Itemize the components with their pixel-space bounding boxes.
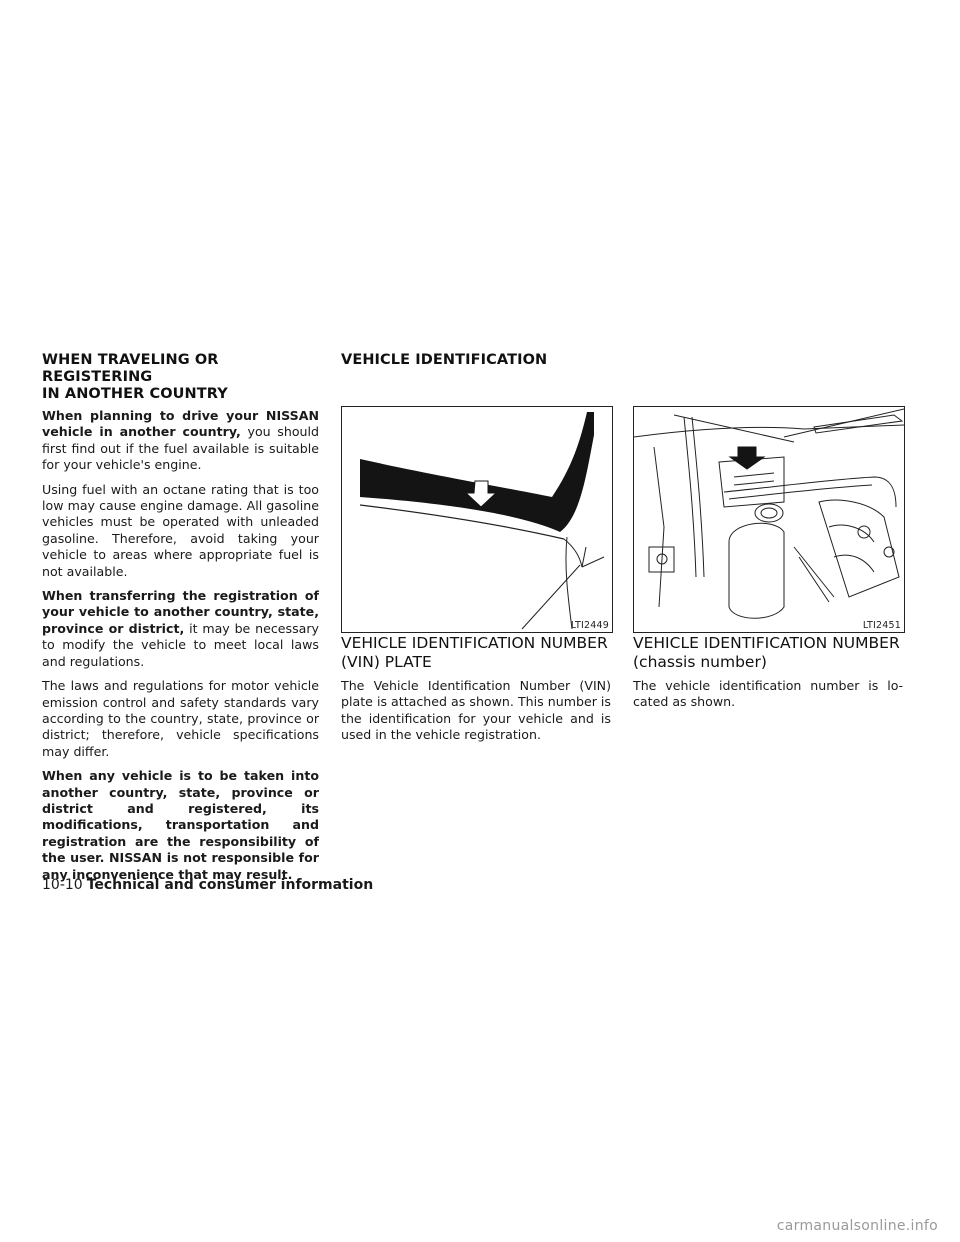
engine-bay-illustration: [634, 407, 904, 632]
paragraph-chassis-number: The vehicle identification number is located as shown.: [633, 678, 903, 710]
paragraph-octane: Using fuel with an octane rating that is too low may cause engine damage. All gasoline vehicles must be operated with unleaded gasoline. Therefore, avoid taking your vehicle to areas where appropriate fuel is not available.: [42, 481, 319, 579]
figure-chassis-number: [633, 406, 905, 633]
heading-line-1: WHEN TRAVELING OR REGISTERING: [42, 352, 219, 385]
heading-line-2: IN ANOTHER COUNTRY: [42, 386, 228, 402]
left-column-body: [42, 408, 319, 891]
figure-id-label: LTI2451: [862, 620, 901, 631]
figure-vin-plate: [341, 406, 613, 633]
paragraph-registration-transfer-text: it may be necessary to modify the vehicle to meet local laws and regulations.: [42, 620, 319, 669]
paragraph-responsibility-bold: When any vehicle is to be taken into another country, state, province or district and registered, its modifications, transportation and registration are the responsibility of the user. NISSAN is not responsible for any inconvenience that may result.: [42, 768, 319, 882]
subheading-vin-plate: [341, 634, 616, 672]
paragraph-fuel-check-text: you should first find out if the fuel available is suitable for your vehicle's engine.: [42, 424, 319, 473]
paragraph-registration-transfer-bold: When transferring the registration of your vehicle to another country, state, province or district,: [42, 588, 319, 636]
subheading-vin-plate-line2: (VIN) PLATE: [341, 653, 432, 671]
paragraph-regulations: The laws and regulations for motor vehicle emission control and safety standards vary according to the country, state, province or district; therefore, vehicle specifications may differ.: [42, 678, 319, 759]
subheading-chassis-line2: (chassis number): [633, 653, 767, 671]
vin-plate-illustration: [342, 407, 612, 632]
paragraph-fuel-check-bold: When planning to drive your NISSAN vehicle in another country,: [42, 408, 319, 440]
paragraph-registration-transfer: [42, 588, 319, 670]
section-heading-traveling: [42, 352, 332, 403]
paragraph-responsibility: [42, 768, 319, 883]
page-footer: [42, 877, 373, 893]
watermark: carmanualsonline.info: [776, 1218, 938, 1234]
paragraph-vin-plate: The Vehicle Identification Number (VIN) plate is attached as shown. This number is the identification for your vehicle and is used in the vehicle registration.: [341, 678, 611, 743]
footer-section-title: Technical and consumer information: [86, 877, 374, 893]
paragraph-fuel-check: [42, 408, 319, 474]
subheading-vin-plate-line1: VEHICLE IDENTIFICATION NUMBER: [341, 634, 608, 652]
section-heading-vehicle-identification: VEHICLE IDENTIFICATION: [341, 352, 548, 368]
page-number: 10-10: [42, 877, 83, 893]
subheading-chassis-number: [633, 634, 908, 672]
subheading-chassis-line1: VEHICLE IDENTIFICATION NUMBER: [633, 634, 900, 652]
figure-id-label: LTI2449: [570, 620, 609, 631]
